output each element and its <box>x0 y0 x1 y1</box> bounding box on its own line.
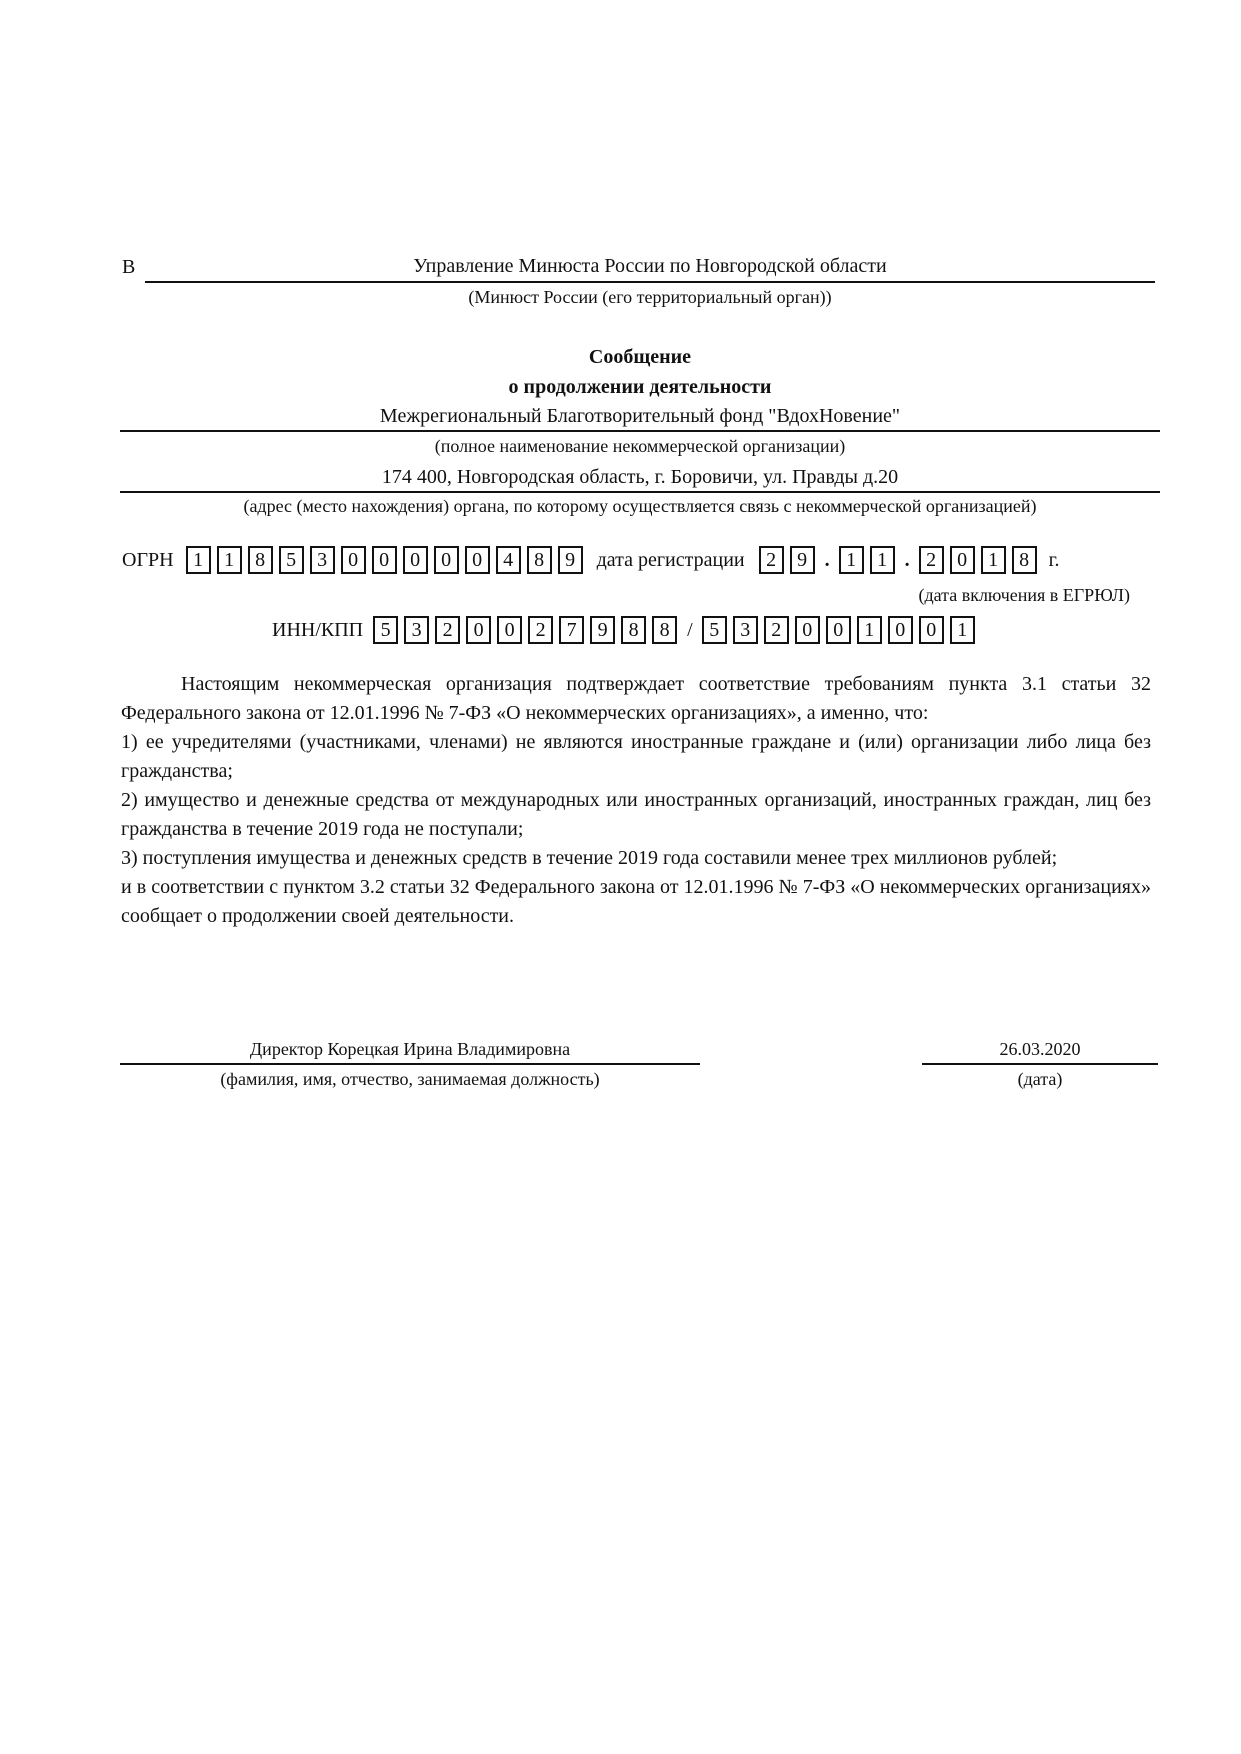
digit-box: 0 <box>919 616 944 644</box>
digit-box: 3 <box>404 616 429 644</box>
digit-box: 2 <box>759 546 784 574</box>
digit-box: 2 <box>764 616 789 644</box>
inn-kpp-slash: / <box>687 618 693 641</box>
digit-box: 3 <box>733 616 758 644</box>
recipient-prefix: В <box>122 256 136 278</box>
document-title: Сообщение <box>588 346 692 368</box>
digit-box: 1 <box>870 546 895 574</box>
signer-caption: (фамилия, имя, отчество, занимаемая должность) <box>220 1069 600 1089</box>
organization-address-caption: (адрес (место нахождения) органа, по которому осуществляется связь с некоммерческой организацией) <box>243 496 1037 516</box>
digit-box: 8 <box>248 546 273 574</box>
digit-box: 2 <box>528 616 553 644</box>
inn-kpp-label: ИНН/КПП <box>272 619 364 641</box>
digit-box: 0 <box>795 616 820 644</box>
recipient-caption: (Минюст России (его территориальный орган)) <box>468 287 832 307</box>
organization-name-caption: (полное наименование некоммерческой организации) <box>434 436 846 456</box>
digit-box: 5 <box>373 616 398 644</box>
ogrn-row <box>122 546 1060 574</box>
statement-item-2: 2) имущество и денежные средства от международных или иностранных организаций, иностранных граждан, лиц без гражданства в течение 2019 года не поступали; <box>121 789 1151 840</box>
signature-date: 26.03.2020 <box>999 1039 1081 1059</box>
registration-date-label: дата регистрации <box>596 549 745 571</box>
registration-month-boxes <box>839 546 901 574</box>
digit-box: 0 <box>434 546 459 574</box>
digit-box: 3 <box>310 546 335 574</box>
digit-box: 0 <box>497 616 522 644</box>
organization-name-underline <box>120 430 1160 432</box>
statement-intro: Настоящим некоммерческая организация подтверждает соответствие требованиям пункта 3.1 статьи 32 Федерального закона от 12.01.1996 № 7-ФЗ «О некоммерческих организациях», а именно, что: <box>121 673 1151 724</box>
digit-box: 7 <box>559 616 584 644</box>
recipient-field: Управление Минюста России по Новгородской области <box>413 255 887 277</box>
digit-box: 9 <box>790 546 815 574</box>
digit-box: 0 <box>466 616 491 644</box>
digit-box: 8 <box>621 616 646 644</box>
ogrn-boxes <box>186 546 589 574</box>
organization-address: 174 400, Новгородская область, г. Боровичи, ул. Правды д.20 <box>381 466 899 488</box>
registration-day-boxes <box>759 546 821 574</box>
digit-box: 2 <box>435 616 460 644</box>
digit-box: 0 <box>950 546 975 574</box>
ogrn-label: ОГРН <box>122 549 174 571</box>
inn-boxes <box>373 616 683 644</box>
digit-box: 5 <box>279 546 304 574</box>
organization-address-underline <box>120 491 1160 493</box>
digit-box: 2 <box>919 546 944 574</box>
digit-box: 9 <box>590 616 615 644</box>
kpp-boxes <box>702 616 981 644</box>
registration-year-boxes <box>919 546 1043 574</box>
date-separator: . <box>904 548 910 571</box>
organization-name: Межрегиональный Благотворительный фонд "ВдохНовение" <box>379 405 901 427</box>
statement-conclusion: и в соответствии с пунктом 3.2 статьи 32 Федерального закона от 12.01.1996 № 7-ФЗ «О некоммерческих организациях» сообщает о продолжении своей деятельности. <box>121 876 1151 927</box>
digit-box: 9 <box>558 546 583 574</box>
digit-box: 0 <box>372 546 397 574</box>
digit-box: 0 <box>465 546 490 574</box>
digit-box: 8 <box>527 546 552 574</box>
year-suffix: г. <box>1048 549 1060 571</box>
digit-box: 0 <box>888 616 913 644</box>
digit-box: 1 <box>857 616 882 644</box>
digit-box: 0 <box>341 546 366 574</box>
digit-box: 1 <box>186 546 211 574</box>
digit-box: 4 <box>496 546 521 574</box>
digit-box: 1 <box>217 546 242 574</box>
statement-item-3: 3) поступления имущества и денежных средств в течение 2019 года составили менее трех миллионов рублей; <box>121 847 1058 869</box>
signature-date-underline <box>922 1063 1158 1065</box>
digit-box: 8 <box>1012 546 1037 574</box>
statement-body <box>121 670 1151 931</box>
digit-box: 0 <box>403 546 428 574</box>
recipient-underline <box>145 281 1155 283</box>
digit-box: 1 <box>839 546 864 574</box>
date-separator: . <box>824 548 830 571</box>
digit-box: 8 <box>652 616 677 644</box>
signer-name: Директор Корецкая Ирина Владимировна <box>249 1039 571 1059</box>
registration-date-caption: (дата включения в ЕГРЮЛ) <box>918 585 1130 605</box>
signer-underline <box>120 1063 700 1065</box>
statement-item-1: 1) ее учредителями (участниками, членами) не являются иностранные граждане и (или) организации либо лица без гражданства; <box>121 731 1151 782</box>
digit-box: 1 <box>950 616 975 644</box>
inn-kpp-row <box>272 616 981 644</box>
digit-box: 1 <box>981 546 1006 574</box>
document-subtitle: о продолжении деятельности <box>508 376 772 398</box>
signature-date-caption: (дата) <box>1017 1069 1063 1089</box>
digit-box: 5 <box>702 616 727 644</box>
digit-box: 0 <box>826 616 851 644</box>
